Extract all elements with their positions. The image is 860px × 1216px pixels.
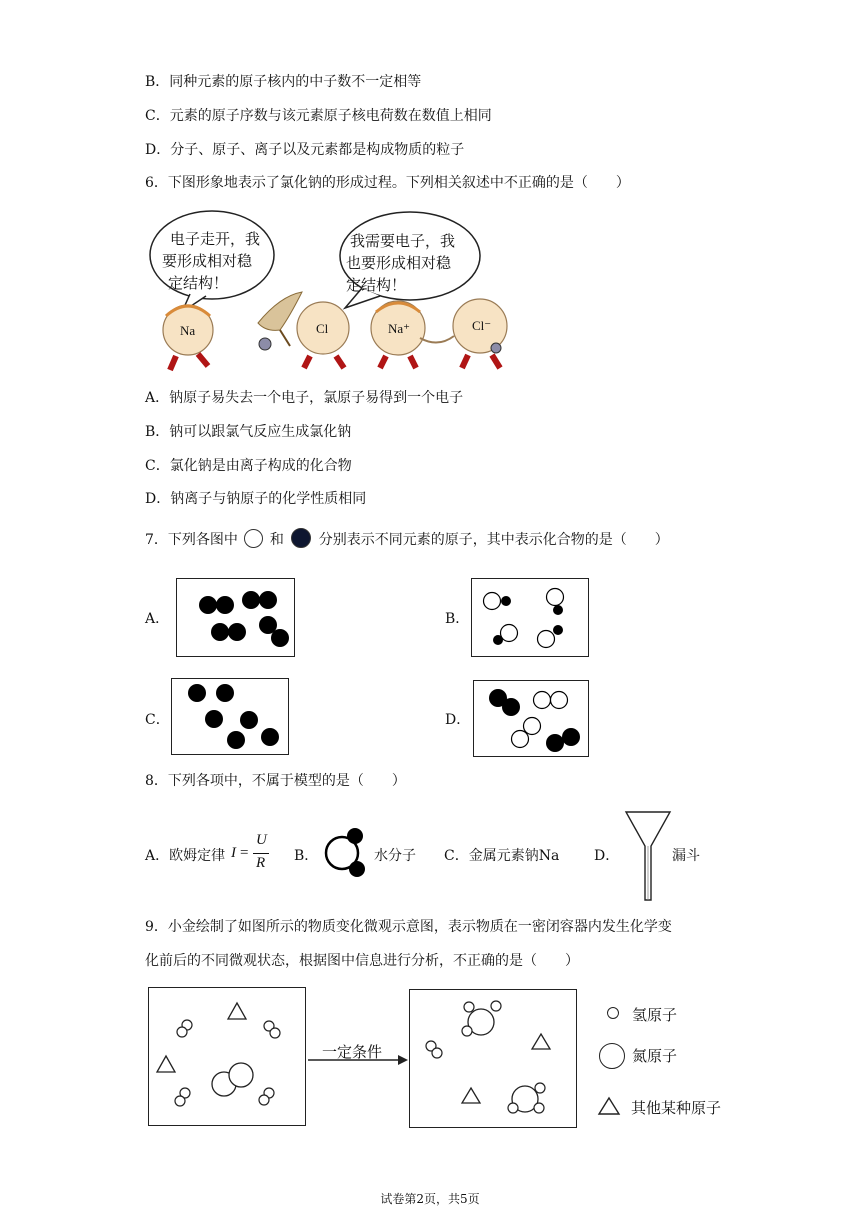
bubble-right-line-3: 定结构！ [346,276,407,294]
na-label: Na [180,323,196,338]
q5-option-d: D．分子、原子、离子以及元素都是构成物质的粒子 [145,142,465,158]
q7-label-b: B． [445,611,470,627]
q7-label-a: A． [145,611,170,627]
q6-option-c: C．氯化钠是由离子构成的化合物 [145,458,352,474]
formula-denominator: R [256,855,266,871]
q6-option-a: A．钠原子易失去一个电子，氯原子易得到一个电子 [145,390,464,406]
q6-option-d: D．钠离子与钠原子的化学性质相同 [145,491,367,507]
white-atom-icon [244,529,263,548]
bubble-right-line-2: 也要形成相对稳 [346,254,452,272]
q5-option-b: B．同种元素的原子核内的中子数不一定相等 [145,74,422,90]
formula-i: I [231,845,236,861]
q6-option-b: B．钠可以跟氯气反应生成氯化钠 [145,424,352,440]
legend-hydrogen-icon [607,1007,619,1019]
na-ion-label: Na⁺ [388,321,411,336]
q8-option-a-text: A．欧姆定律 [145,848,226,864]
formula-equals: = [240,845,249,861]
q6-sodium-chloride-cartoon [140,208,530,378]
q8-option-a [145,845,225,865]
black-atom-icon [291,528,311,548]
q7-label-c: C． [145,712,170,728]
q8-option-c: C．金属元素钠Na [444,848,560,864]
q5-option-c: C．元素的原子序数与该元素原子核电荷数在数值上相同 [145,108,492,124]
page-footer: 试卷第2页，共5页 [380,1192,480,1206]
legend-nitrogen-icon [599,1043,625,1069]
legend-other-atom-label: 其他某种原子 [631,1099,722,1117]
q8-option-b-label: B． [294,848,319,864]
q8-stem: 8．下列各项中，不属于模型的是（ ） [145,773,406,789]
q9-after-reaction-box [409,989,577,1128]
cl-ion-label: Cl⁻ [472,318,492,333]
q7-box-d [473,680,589,757]
cl-label: Cl [316,321,329,336]
q7-stem [145,528,669,550]
legend-hydrogen-label: 氢原子 [632,1006,678,1024]
q9-before-reaction-box [148,987,306,1126]
q7-box-b [471,578,589,657]
water-molecule-model [322,826,370,882]
legend-nitrogen-label: 氮原子 [632,1047,678,1065]
funnel-icon [624,810,672,906]
bubble-left-line-1: 电子走开，我 [170,230,261,248]
q7-box-c [171,678,289,755]
bubble-left-line-2: 要形成相对稳 [162,252,253,270]
q8-option-d-text: 漏斗 [672,848,700,864]
bubble-left-line-3: 定结构！ [168,274,229,292]
legend-other-atom-icon [597,1096,621,1120]
bubble-right-line-1: 我需要电子，我 [350,232,456,250]
q9-stem-line-2: 化前后的不同微观状态，根据图中信息进行分析，不正确的是（ ） [145,953,579,969]
q7-stem-part-3: 分别表示不同元素的原子，其中表示化合物的是（ ） [318,532,669,548]
q6-stem: 6．下图形象地表示了氯化钠的形成过程。下列相关叙述中不正确的是（ ） [145,175,630,191]
q7-stem-part-2: 和 [269,532,284,548]
q7-box-a [176,578,295,657]
fraction-bar [253,853,269,854]
q9-stem-line-1: 9．小金绘制了如图所示的物质变化微观示意图，表示物质在一密闭容器内发生化学变 [145,919,672,935]
q8-option-d-label: D． [594,848,620,864]
reaction-condition-label: 一定条件 [322,1043,383,1061]
q7-stem-part-1: 7．下列各图中 [145,532,238,548]
q7-label-d: D． [445,712,471,728]
q8-option-b-text: 水分子 [374,848,416,864]
formula-numerator: U [256,832,267,848]
